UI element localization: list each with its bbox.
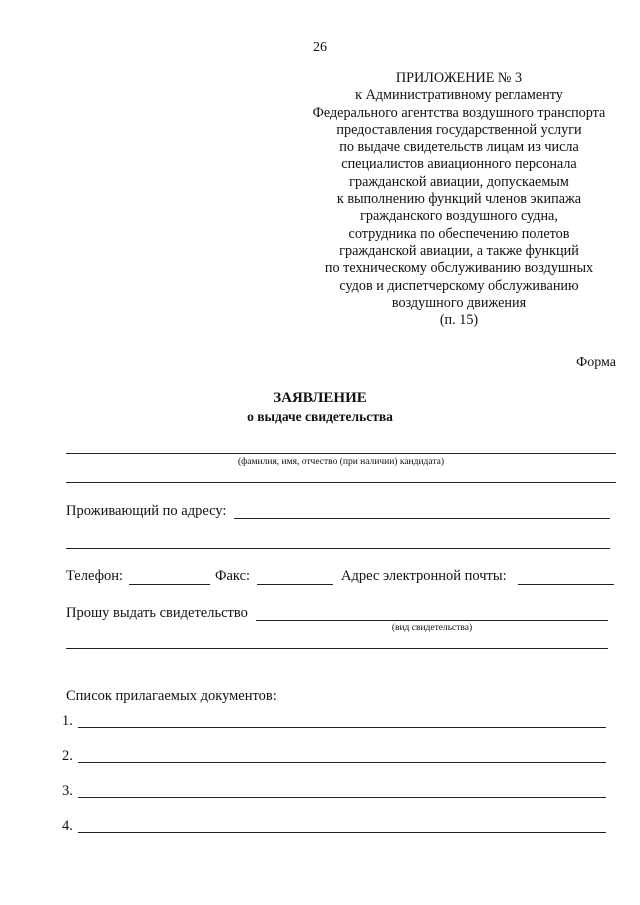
- document-item-number: 4.: [62, 818, 73, 834]
- appendix-line: ПРИЛОЖЕНИЕ № 3: [395, 70, 523, 86]
- appendix-line: к выполнению функций членов экипажа: [336, 191, 582, 208]
- email-input-line[interactable]: [518, 584, 614, 585]
- appendix-line: гражданской авиации, а также функций: [339, 242, 579, 259]
- document-subtitle: о выдаче свидетельства: [247, 409, 393, 424]
- document-item-line[interactable]: [78, 762, 606, 763]
- appendix-line: предоставления государственной услуги: [336, 121, 582, 138]
- appendix-line: гражданской авиации, допускаемым: [349, 173, 569, 190]
- document-item-number: 2.: [62, 748, 73, 764]
- document-title: ЗАЯВЛЕНИЕ: [273, 390, 367, 406]
- documents-heading: Список прилагаемых документов:: [66, 688, 277, 704]
- page-number: 26: [313, 40, 327, 55]
- appendix-line: сотрудника по обеспечению полетов: [348, 225, 570, 242]
- request-label: Прошу выдать свидетельство: [66, 605, 248, 621]
- appendix-line: Федерального агентства воздушного транспорта: [312, 104, 606, 121]
- phone-input-line[interactable]: [129, 584, 210, 585]
- phone-label: Телефон:: [66, 568, 124, 584]
- certificate-caption: (вид свидетельства): [391, 623, 473, 633]
- fax-input-line[interactable]: [257, 584, 333, 585]
- appendix-line: гражданского воздушного судна,: [360, 208, 558, 225]
- name-caption: (фамилия, имя, отчество (при наличии) кандидата): [237, 457, 444, 467]
- appendix-line: по выдаче свидетельств лицам из числа: [339, 139, 579, 156]
- appendix-line: специалистов авиационного персонала: [341, 156, 577, 173]
- request-extra-line[interactable]: [66, 648, 608, 649]
- appendix-line: к Административному регламенту: [355, 87, 563, 104]
- fax-label: Факс:: [215, 568, 251, 584]
- certificate-type-input-line[interactable]: [256, 620, 608, 621]
- address-input-line[interactable]: [234, 518, 610, 519]
- email-label: Адрес электронной почты:: [341, 568, 507, 584]
- appendix-line: судов и диспетчерскому обслуживанию: [339, 277, 579, 294]
- appendix-line: по техническому обслуживанию воздушных: [324, 260, 594, 277]
- appendix-line: воздушного движения: [391, 294, 527, 311]
- document-item-line[interactable]: [78, 727, 606, 728]
- document-item-line[interactable]: [78, 797, 606, 798]
- name-input-line[interactable]: [66, 453, 616, 454]
- appendix-header: [300, 70, 618, 329]
- appendix-line: (п. 15): [439, 312, 479, 329]
- address-label: Проживающий по адресу:: [66, 503, 227, 519]
- form-label: Форма: [576, 355, 616, 370]
- address-extra-line[interactable]: [66, 548, 610, 549]
- name-extra-line[interactable]: [66, 482, 616, 483]
- document-item-line[interactable]: [78, 832, 606, 833]
- document-item-number: 1.: [62, 713, 73, 729]
- document-item-number: 3.: [62, 783, 73, 799]
